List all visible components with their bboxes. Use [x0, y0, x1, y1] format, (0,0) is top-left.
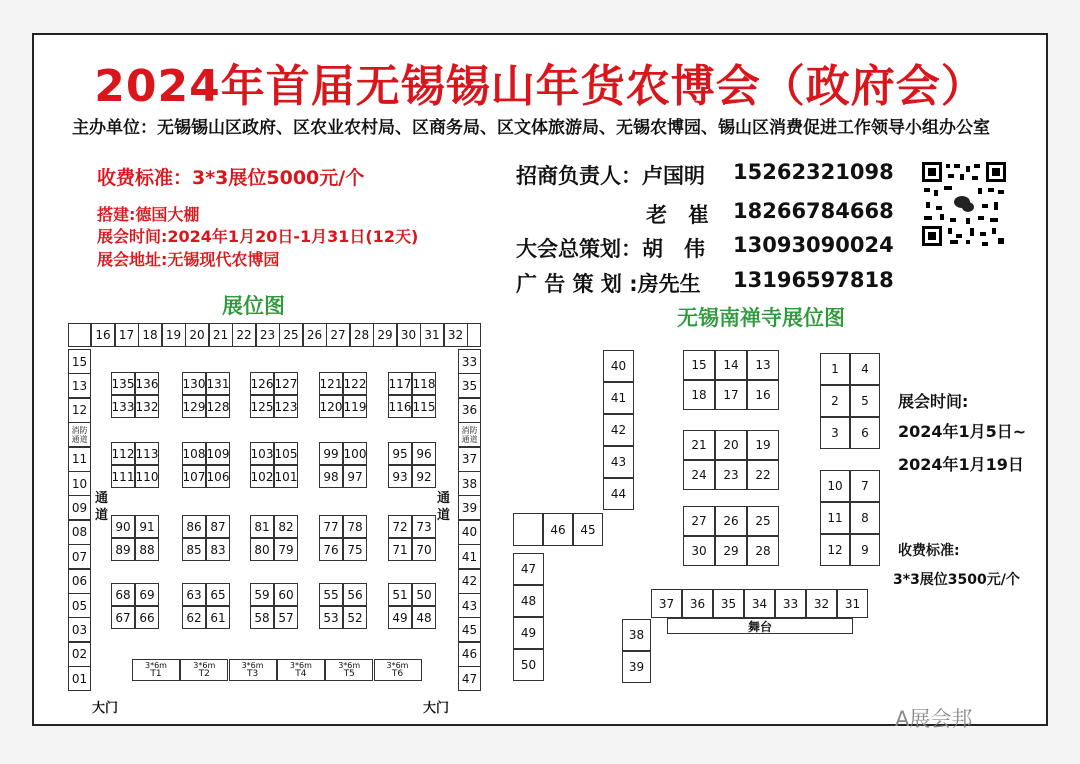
map-left-title: 展位图 [222, 294, 285, 318]
booth-97: 97 [343, 465, 367, 488]
booth-133: 133 [111, 395, 135, 418]
stage-box: 舞台 [667, 618, 853, 634]
booth-130: 130 [182, 372, 206, 395]
booth-119: 119 [343, 395, 367, 418]
booth-113: 113 [135, 442, 159, 465]
tent-T3 [229, 659, 277, 681]
booth-r-6: 6 [850, 417, 880, 449]
booth-left-side: 05 [68, 593, 91, 618]
tent-id: T2 [198, 669, 210, 679]
booth-110: 110 [135, 465, 159, 488]
booth-136: 136 [135, 372, 159, 395]
expo-address: 展会地址:无锡现代农博园 [97, 250, 280, 269]
booth-77: 77 [319, 515, 343, 538]
right-fee-label: 收费标准: [898, 543, 960, 559]
booth-top-23: 23 [256, 323, 280, 347]
booth-80: 80 [250, 538, 274, 561]
booth-63: 63 [182, 583, 206, 606]
booth-123: 123 [274, 395, 298, 418]
booth-87: 87 [206, 515, 230, 538]
booth-58: 58 [250, 606, 274, 629]
booth-53: 53 [319, 606, 343, 629]
booth-left-side: 10 [68, 471, 91, 496]
booth-135: 135 [111, 372, 135, 395]
booth-r-27: 27 [683, 506, 715, 536]
tent-id: T3 [246, 669, 259, 679]
tent-T6 [374, 659, 422, 681]
booth-75: 75 [343, 538, 367, 561]
booth-r-21: 21 [683, 430, 715, 460]
right-time-start: 2024年1月5日~ [898, 422, 1027, 441]
booth-82: 82 [274, 515, 298, 538]
contact-2-label: 老 崔 [646, 203, 709, 227]
booth-right-side: 46 [458, 642, 481, 667]
contact-1-label: 招商负责人：卢国明 [516, 164, 705, 188]
booth-r-47: 47 [513, 553, 544, 585]
booth-86: 86 [182, 515, 206, 538]
booth-top-17: 17 [115, 323, 139, 347]
booth-right-side: 36 [458, 398, 481, 423]
booth-131: 131 [206, 372, 230, 395]
booth-left-side: 08 [68, 520, 91, 545]
booth-r-13: 13 [747, 350, 779, 380]
booth-r-48: 48 [513, 585, 544, 617]
booth-r-32: 32 [806, 589, 837, 618]
booth-103: 103 [250, 442, 274, 465]
booth-68: 68 [111, 583, 135, 606]
booth-right-side: 37 [458, 447, 481, 472]
booth-98: 98 [319, 465, 343, 488]
booth-right-side: 43 [458, 593, 481, 618]
booth-r-29: 29 [715, 536, 747, 566]
booth-109: 109 [206, 442, 230, 465]
booth-r-2: 2 [820, 385, 850, 417]
tent-size: 3*6m [145, 661, 167, 670]
booth-r-41: 41 [603, 382, 634, 414]
booth-r-43: 43 [603, 446, 634, 478]
booth-128: 128 [206, 395, 230, 418]
booth-r-44: 44 [603, 478, 634, 510]
booth-72: 72 [388, 515, 412, 538]
booth-left-side: 01 [68, 666, 91, 691]
booth-top-25: 25 [279, 323, 303, 347]
booth-85: 85 [182, 538, 206, 561]
booth-48: 48 [412, 606, 436, 629]
booth-top-29: 29 [373, 323, 397, 347]
tent-T4 [277, 659, 325, 681]
booth-top-30: 30 [397, 323, 421, 347]
booth-r-39: 39 [622, 651, 651, 683]
booth-r-38: 38 [622, 619, 651, 651]
booth-r-8: 8 [850, 502, 880, 534]
booth-r-22: 22 [747, 460, 779, 490]
booth-60: 60 [274, 583, 298, 606]
booth-r-9: 9 [850, 534, 880, 566]
booth-78: 78 [343, 515, 367, 538]
booth-top-32: 32 [444, 323, 468, 347]
tent-T1 [132, 659, 180, 681]
booth-r-blank [513, 513, 543, 546]
booth-top-18: 18 [138, 323, 162, 347]
tent-id: T1 [150, 669, 162, 679]
booth-r-36: 36 [682, 589, 713, 618]
booth-r-37: 37 [651, 589, 682, 618]
booth-67: 67 [111, 606, 135, 629]
booth-129: 129 [182, 395, 206, 418]
booth-top-22: 22 [232, 323, 256, 347]
booth-79: 79 [274, 538, 298, 561]
booth-71: 71 [388, 538, 412, 561]
booth-r-26: 26 [715, 506, 747, 536]
organizer-line: 主办单位：无锡锡山区政府、区农业农村局、区商务局、区文体旅游局、无锡农博园、锡山区消费促进工作领导小组办公室 [72, 118, 990, 138]
booth-r-5: 5 [850, 385, 880, 417]
booth-r-17: 17 [715, 380, 747, 410]
booth-120: 120 [319, 395, 343, 418]
booth-r-35: 35 [713, 589, 744, 618]
booth-left-side: 07 [68, 544, 91, 569]
booth-83: 83 [206, 538, 230, 561]
booth-56: 56 [343, 583, 367, 606]
booth-r-18: 18 [683, 380, 715, 410]
booth-r-33: 33 [775, 589, 806, 618]
booth-90: 90 [111, 515, 135, 538]
booth-right-side: 38 [458, 471, 481, 496]
booth-117: 117 [388, 372, 412, 395]
poster-title: 2024年首届无锡锡山年货农博会（政府会） [94, 61, 986, 112]
booth-59: 59 [250, 583, 274, 606]
booth-right-side: 40 [458, 520, 481, 545]
qr-code-icon [920, 160, 1008, 248]
tent-id: T4 [295, 669, 307, 679]
booth-r-1: 1 [820, 353, 850, 385]
contact-1-phone: 15262321098 [733, 160, 894, 184]
contact-4-label: 广 告 策 划 :房先生 [516, 272, 701, 296]
booth-left-side: 消防通道 [68, 422, 91, 447]
right-time-end: 2024年1月19日 [898, 455, 1024, 474]
tent-size: 3*6m [193, 661, 216, 670]
booth-96: 96 [412, 442, 436, 465]
booth-top-21: 21 [209, 323, 233, 347]
booth-108: 108 [182, 442, 206, 465]
watermark: A展会邦 [895, 707, 973, 731]
tent-T2 [180, 659, 228, 681]
booth-right-side: 39 [458, 495, 481, 520]
booth-left-side: 13 [68, 373, 91, 398]
expo-time-left: 展会时间:2024年1月20日-1月31日(12天) [97, 227, 419, 246]
booth-r-45: 45 [573, 513, 603, 546]
booth-55: 55 [319, 583, 343, 606]
booth-top-28: 28 [350, 323, 374, 347]
map-right-title: 无锡南禅寺展位图 [677, 306, 845, 330]
right-time-label: 展会时间: [898, 392, 969, 411]
tent-size: 3*6m [241, 661, 264, 670]
booth-left-side: 06 [68, 569, 91, 594]
corridor-left: 通道 [95, 491, 109, 523]
booth-62: 62 [182, 606, 206, 629]
right-fee-value: 3*3展位3500元/个 [893, 572, 1020, 588]
booth-88: 88 [135, 538, 159, 561]
booth-left-side: 09 [68, 495, 91, 520]
booth-65: 65 [206, 583, 230, 606]
booth-top-31: 31 [420, 323, 444, 347]
booth-top-16: 16 [91, 323, 115, 347]
booth-r-50: 50 [513, 649, 544, 681]
booth-left-side: 03 [68, 617, 91, 642]
booth-top-27: 27 [326, 323, 350, 347]
booth-125: 125 [250, 395, 274, 418]
booth-r-12: 12 [820, 534, 850, 566]
build-type: 搭建:德国大棚 [97, 205, 200, 224]
booth-r-25: 25 [747, 506, 779, 536]
booth-111: 111 [111, 465, 135, 488]
booth-112: 112 [111, 442, 135, 465]
booth-70: 70 [412, 538, 436, 561]
booth-76: 76 [319, 538, 343, 561]
booth-61: 61 [206, 606, 230, 629]
tent-id: T6 [391, 669, 404, 679]
booth-107: 107 [182, 465, 206, 488]
booth-r-20: 20 [715, 430, 747, 460]
contact-3-phone: 13093090024 [733, 233, 894, 257]
booth-101: 101 [274, 465, 298, 488]
booth-51: 51 [388, 583, 412, 606]
booth-top-19: 19 [162, 323, 186, 347]
tent-size: 3*6m [338, 661, 361, 670]
booth-r-42: 42 [603, 414, 634, 446]
booth-r-23: 23 [715, 460, 747, 490]
contact-4-phone: 13196597818 [733, 268, 894, 292]
booth-81: 81 [250, 515, 274, 538]
contact-3-label: 大会总策划：胡 伟 [516, 237, 705, 261]
booth-132: 132 [135, 395, 159, 418]
booth-50: 50 [412, 583, 436, 606]
booth-right-side: 42 [458, 569, 481, 594]
booth-121: 121 [319, 372, 343, 395]
booth-right-side: 35 [458, 373, 481, 398]
booth-right-side: 45 [458, 617, 481, 642]
gate-right: 大门 [423, 701, 450, 716]
booth-100: 100 [343, 442, 367, 465]
booth-r-31: 31 [837, 589, 868, 618]
booth-99: 99 [319, 442, 343, 465]
booth-92: 92 [412, 465, 436, 488]
booth-102: 102 [250, 465, 274, 488]
booth-left-side: 15 [68, 349, 91, 374]
booth-105: 105 [274, 442, 298, 465]
booth-127: 127 [274, 372, 298, 395]
booth-left-side: 11 [68, 447, 91, 472]
booth-116: 116 [388, 395, 412, 418]
booth-66: 66 [135, 606, 159, 629]
booth-r-46: 46 [543, 513, 573, 546]
booth-91: 91 [135, 515, 159, 538]
corridor-right: 通道 [437, 491, 451, 523]
booth-right-side: 47 [458, 666, 481, 691]
booth-r-49: 49 [513, 617, 544, 649]
booth-r-7: 7 [850, 470, 880, 502]
booth-r-40: 40 [603, 350, 634, 382]
booth-118: 118 [412, 372, 436, 395]
booth-left-side: 02 [68, 642, 91, 667]
booth-top-20: 20 [185, 323, 209, 347]
booth-106: 106 [206, 465, 230, 488]
booth-49: 49 [388, 606, 412, 629]
booth-r-24: 24 [683, 460, 715, 490]
booth-r-4: 4 [850, 353, 880, 385]
corner-cell [68, 323, 91, 347]
booth-r-30: 30 [683, 536, 715, 566]
booth-122: 122 [343, 372, 367, 395]
booth-89: 89 [111, 538, 135, 561]
contact-2-phone: 18266784668 [733, 199, 894, 223]
gate-left: 大门 [92, 701, 119, 716]
tent-size: 3*6m [386, 661, 409, 670]
booth-126: 126 [250, 372, 274, 395]
booth-right-side: 41 [458, 544, 481, 569]
booth-93: 93 [388, 465, 412, 488]
booth-52: 52 [343, 606, 367, 629]
booth-r-3: 3 [820, 417, 850, 449]
tent-T5 [325, 659, 373, 681]
booth-95: 95 [388, 442, 412, 465]
tent-size: 3*6m [289, 661, 312, 670]
booth-r-11: 11 [820, 502, 850, 534]
booth-r-14: 14 [715, 350, 747, 380]
tent-id: T5 [343, 669, 355, 679]
booth-r-10: 10 [820, 470, 850, 502]
booth-right-side: 消防通道 [458, 422, 481, 447]
booth-73: 73 [412, 515, 436, 538]
booth-right-side: 33 [458, 349, 481, 374]
booth-left-side: 12 [68, 398, 91, 423]
fee-left: 收费标准：3*3展位5000元/个 [97, 167, 365, 189]
booth-r-28: 28 [747, 536, 779, 566]
booth-top-26: 26 [303, 323, 327, 347]
booth-r-34: 34 [744, 589, 775, 618]
booth-115: 115 [412, 395, 436, 418]
booth-69: 69 [135, 583, 159, 606]
booth-r-19: 19 [747, 430, 779, 460]
booth-r-16: 16 [747, 380, 779, 410]
booth-r-15: 15 [683, 350, 715, 380]
booth-57: 57 [274, 606, 298, 629]
